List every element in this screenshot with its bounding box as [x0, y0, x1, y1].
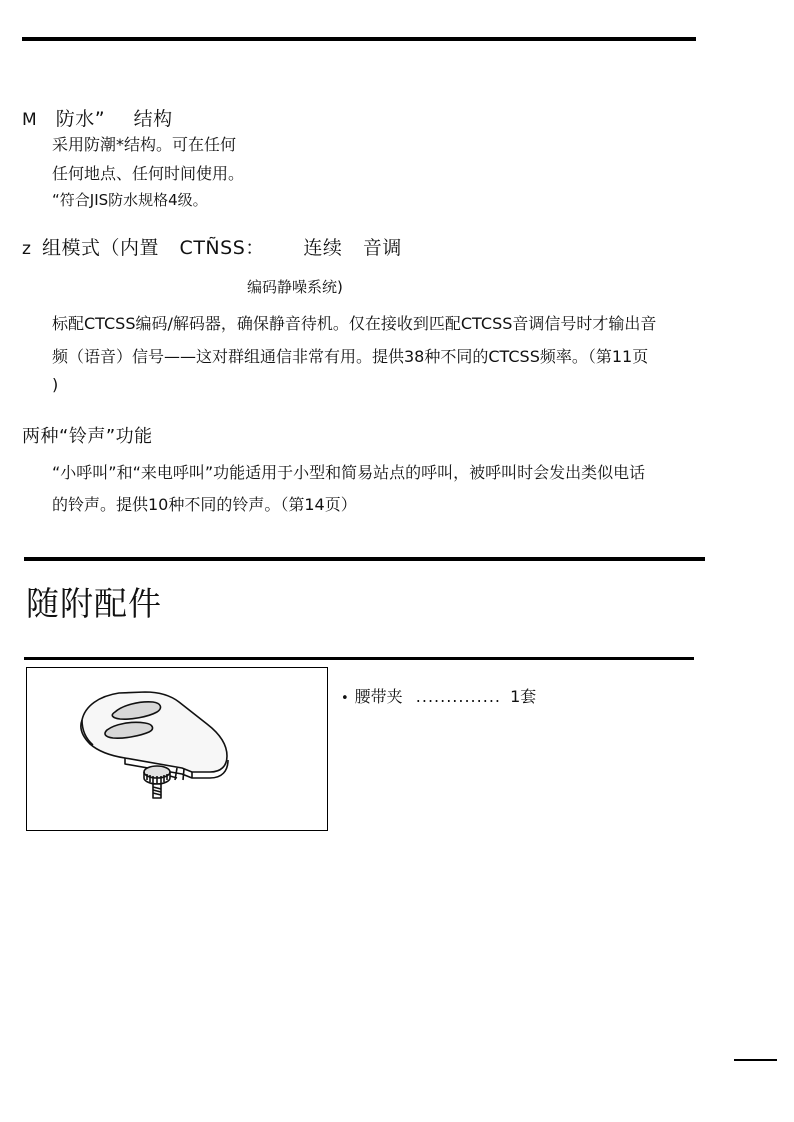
accessory-item-belt-clip: [341, 684, 536, 707]
waterproof-line-3: “符合JIS防水规格4级。: [52, 191, 208, 209]
group-mode-marker: z: [22, 239, 32, 259]
belt-clip-illustration: [26, 667, 328, 831]
waterproof-heading: [22, 104, 173, 131]
waterproof-title-a: 防水”: [55, 108, 106, 130]
waterproof-marker: M: [22, 110, 38, 130]
group-mode-line-2: 频（语音）信号——这对群组通信非常有用。提供38种不同的CTCSS频率。（第11页: [52, 347, 649, 366]
accessories-title: 随附配件: [26, 584, 162, 623]
accessories-top-rule: [24, 557, 705, 561]
group-mode-heading: [22, 233, 402, 260]
top-rule: [22, 37, 696, 41]
group-mode-title-a: 组模式（内置: [41, 237, 159, 259]
group-mode-title-c: 连续: [303, 237, 343, 259]
waterproof-line-2: 任何地点、任何时间使用。: [52, 164, 245, 183]
group-mode-line-1: 标配CTCSS编码/解码器，确保静音待机。仅在接收到匹配CTCSS音调信号时才输出音: [52, 314, 657, 333]
group-mode-title-d: 音调: [362, 237, 402, 259]
page-corner-rule: [734, 1059, 777, 1061]
waterproof-title-b: 结构: [133, 108, 173, 130]
accessory-name: 腰带夹: [354, 687, 403, 706]
group-mode-line-3: ): [52, 375, 59, 394]
bullet-dot: •: [341, 691, 349, 706]
ringtones-heading: 两种“铃声”功能: [22, 426, 153, 447]
accessory-leader: ..............: [415, 687, 501, 706]
group-mode-subtitle: 编码静噪系统): [247, 278, 343, 296]
waterproof-line-1: 采用防潮*结构。可在任何: [52, 135, 237, 154]
group-mode-title-b: CTÑSS：: [179, 237, 265, 259]
accessories-sub-rule: [24, 657, 694, 660]
ringtones-line-1: “小呼叫”和“来电呼叫”功能适用于小型和简易站点的呼叫，被呼叫时会发出类似电话: [52, 463, 646, 482]
ringtones-line-2: 的铃声。提供10种不同的铃声。（第14页）: [52, 495, 357, 514]
accessory-qty: 1套: [510, 687, 537, 706]
belt-clip-drawing: [27, 668, 327, 830]
